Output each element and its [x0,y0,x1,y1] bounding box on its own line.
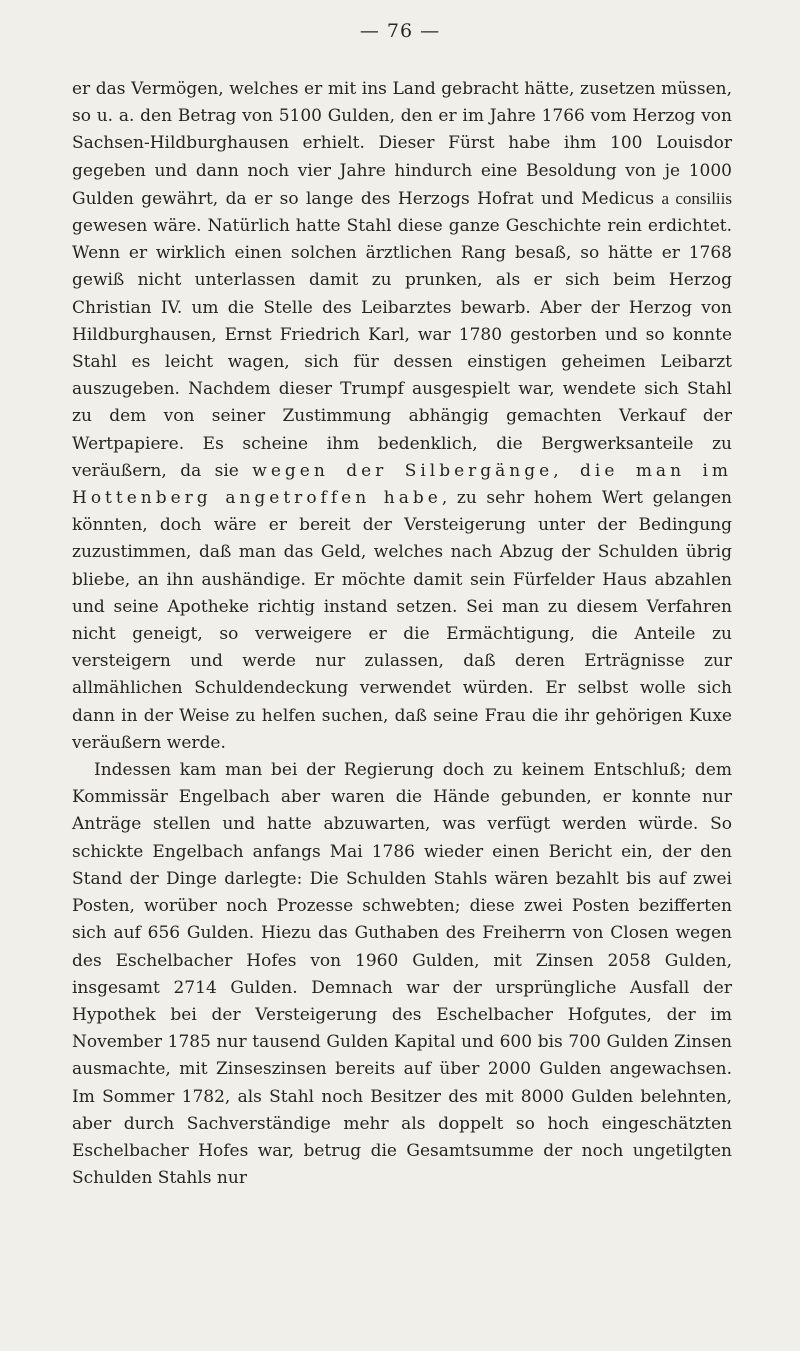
paragraph-1 [72,76,732,757]
paragraph-1-text-a: er das Vermögen, welches er mit ins Land gebracht hätte, zusetzen müssen, so u. a. den Betrag von 5100 Gulden, den er im Jahre 1766 vom Herzog von Sachsen-Hildburghausen erhielt. Dieser Fürst habe ihm 100 Louisdor gegeben und dann noch vier Jahre hindurch eine Besoldung von je 1000 Gulden gewährt, da er so lange des Herzogs Hofrat und Medicus [72,79,732,209]
paragraph-1-text-b: gewesen wäre. Natürlich hatte Stahl diese ganze Geschichte rein erdichtet. Wenn er wirklich einen solchen ärztlichen Rang besaß, so hätte er 1768 gewiß nicht unterlassen damit zu prunken, als er sich beim Herzog Christian IV. um die Stelle des Leibarztes bewarb. Aber der Herzog von Hildburghausen, Ernst Friedrich Karl, war 1780 gestorben und so konnte Stahl es leicht wagen, sich für dessen einstigen geheimen Leibarzt auszugeben. Nachdem dieser Trumpf ausgespielt war, wendete sich Stahl zu dem von seiner Zustimmung abhängig gemachten Verkauf der Wertpapiere. Es scheine ihm bedenklich, die Bergwerksanteile zu veräußern, da sie [72,216,732,481]
latin-phrase: a consiliis [661,188,732,208]
body-text [72,76,732,1192]
paragraph-2: Indessen kam man bei der Regierung doch zu keinem Entschluß; dem Kommissär Engelbach aber waren die Hände gebunden, er konnte nur Anträge stellen und hatte abzuwarten, was verfügt werden würde. So schickte Engelbach anfangs Mai 1786 wieder einen Bericht ein, der den Stand der Dinge darlegte: Die Schulden Stahls wären bezahlt bis auf zwei Posten, worüber noch Prozesse schwebten; diese zwei Posten bezifferten sich auf 656 Gulden. Hiezu das Guthaben des Freiherrn von Closen wegen des Eschelbacher Hofes von 1960 Gulden, mit Zinsen 2058 Gulden, insgesamt 2714 Gulden. Demnach war der ursprüngliche Ausfall der Hypothek bei der Versteigerung des Eschelbacher Hofgutes, der im November 1785 nur tausend Gulden Kapital und 600 bis 700 Gulden Zinsen ausmachte, mit Zinseszinsen bereits auf über 2000 Gulden angewachsen. Im Sommer 1782, als Stahl noch Besitzer des mit 8000 Gulden belehnten, aber durch Sachverständige mehr als doppelt so hoch eingeschätzten Eschelbacher Hofes war, betrug die Gesamtsumme der noch ungetilgten Schulden Stahls nur [72,760,732,1189]
emphasized-phrase: wegen der Silbergänge, die man im Hottenberg angetroffen habe [72,460,732,509]
page-number: — 76 — [359,20,441,42]
paragraph-1-text-c: , zu sehr hohem Wert gelangen könnten, doch wäre er bereit der Versteigerung unter der Bedingung zuzustimmen, daß man das Geld, welches nach Abzug der Schulden übrig bliebe, an ihn aushändige. Er möchte damit sein Fürfelder Haus abzahlen und seine Apotheke richtig instand setzen. Sei man zu diesem Verfahren nicht geneigt, so verweigere er die Ermächtigung, die Anteile zu versteigern und werde nur zulassen, daß deren Erträgnisse zur allmählichen Schuldendeckung verwendet würden. Er selbst wolle sich dann in der Weise zu helfen suchen, daß seine Frau die ihr gehörigen Kuxe veräußern werde. [72,488,732,753]
